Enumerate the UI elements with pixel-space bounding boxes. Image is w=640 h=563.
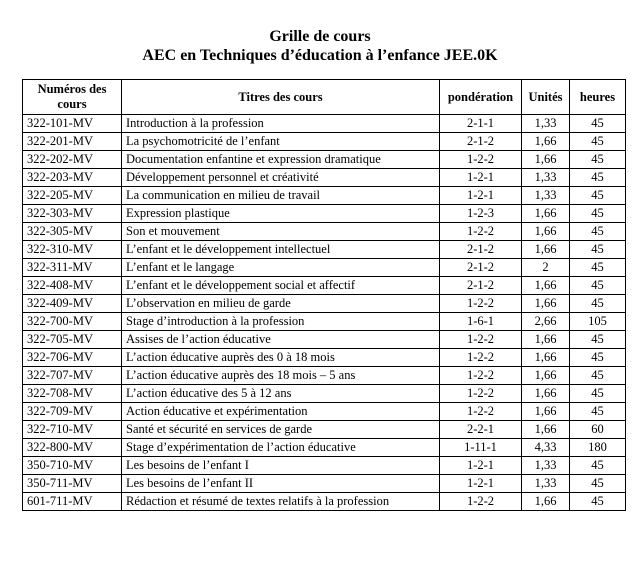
course-code-cell: 350-710-MV	[23, 457, 122, 475]
course-pond-cell: 1-2-2	[440, 295, 522, 313]
table-row	[23, 403, 626, 421]
course-hours-cell: 180	[570, 439, 626, 457]
course-title-cell: Son et mouvement	[122, 223, 440, 241]
course-hours-cell: 45	[570, 367, 626, 385]
course-units-cell: 2	[522, 259, 570, 277]
course-title-cell: Santé et sécurité en services de garde	[122, 421, 440, 439]
course-pond-cell: 2-1-2	[440, 133, 522, 151]
header-pond: pondération	[440, 80, 522, 115]
table-row	[23, 169, 626, 187]
course-title-cell: L’enfant et le développement intellectuel	[122, 241, 440, 259]
course-units-cell: 1,66	[522, 277, 570, 295]
course-hours-cell: 60	[570, 421, 626, 439]
course-hours-cell: 45	[570, 115, 626, 133]
course-code-cell: 322-409-MV	[23, 295, 122, 313]
course-code-cell: 322-202-MV	[23, 151, 122, 169]
table-row	[23, 205, 626, 223]
course-code-cell: 322-710-MV	[23, 421, 122, 439]
course-pond-cell: 1-2-2	[440, 493, 522, 511]
course-title-cell: Assises de l’action éducative	[122, 331, 440, 349]
course-code-cell: 322-303-MV	[23, 205, 122, 223]
course-hours-cell: 45	[570, 349, 626, 367]
course-code-cell: 322-101-MV	[23, 115, 122, 133]
table-row	[23, 241, 626, 259]
course-hours-cell: 45	[570, 277, 626, 295]
course-code-cell: 322-408-MV	[23, 277, 122, 295]
course-pond-cell: 2-1-1	[440, 115, 522, 133]
course-hours-cell: 45	[570, 493, 626, 511]
table-row	[23, 259, 626, 277]
table-row	[23, 421, 626, 439]
course-title-cell: Les besoins de l’enfant I	[122, 457, 440, 475]
course-units-cell: 1,33	[522, 475, 570, 493]
course-pond-cell: 1-11-1	[440, 439, 522, 457]
course-units-cell: 1,33	[522, 169, 570, 187]
course-hours-cell: 105	[570, 313, 626, 331]
header-hours: heures	[570, 80, 626, 115]
course-code-cell: 350-711-MV	[23, 475, 122, 493]
course-pond-cell: 1-2-2	[440, 349, 522, 367]
table-row	[23, 223, 626, 241]
table-row	[23, 493, 626, 511]
course-hours-cell: 45	[570, 133, 626, 151]
course-grid-table	[22, 79, 626, 511]
course-title-cell: L’enfant et le développement social et affectif	[122, 277, 440, 295]
course-pond-cell: 1-2-1	[440, 169, 522, 187]
table-row	[23, 295, 626, 313]
course-title-cell: Les besoins de l’enfant II	[122, 475, 440, 493]
course-units-cell: 4,33	[522, 439, 570, 457]
course-title-cell: Développement personnel et créativité	[122, 169, 440, 187]
header-title: Titres des cours	[122, 80, 440, 115]
course-pond-cell: 2-1-2	[440, 277, 522, 295]
course-hours-cell: 45	[570, 151, 626, 169]
course-title-cell: L’action éducative des 5 à 12 ans	[122, 385, 440, 403]
course-title-cell: Expression plastique	[122, 205, 440, 223]
course-pond-cell: 1-2-3	[440, 205, 522, 223]
course-title-cell: L’action éducative auprès des 0 à 18 mois	[122, 349, 440, 367]
table-row	[23, 151, 626, 169]
course-title-cell: Introduction à la profession	[122, 115, 440, 133]
title-line-1: Grille de cours	[269, 28, 371, 45]
course-title-cell: Documentation enfantine et expression dramatique	[122, 151, 440, 169]
table-row	[23, 187, 626, 205]
course-code-cell: 322-311-MV	[23, 259, 122, 277]
table-row	[23, 115, 626, 133]
table-row	[23, 277, 626, 295]
course-code-cell: 322-700-MV	[23, 313, 122, 331]
course-hours-cell: 45	[570, 457, 626, 475]
course-units-cell: 1,66	[522, 403, 570, 421]
course-pond-cell: 2-1-2	[440, 241, 522, 259]
course-units-cell: 1,66	[522, 223, 570, 241]
course-hours-cell: 45	[570, 403, 626, 421]
course-hours-cell: 45	[570, 223, 626, 241]
course-hours-cell: 45	[570, 259, 626, 277]
course-units-cell: 1,66	[522, 349, 570, 367]
table-header-row	[23, 80, 626, 115]
course-units-cell: 1,66	[522, 367, 570, 385]
table-row	[23, 313, 626, 331]
course-code-cell: 322-706-MV	[23, 349, 122, 367]
course-pond-cell: 1-2-1	[440, 475, 522, 493]
course-pond-cell: 1-2-2	[440, 367, 522, 385]
course-title-cell: Stage d’expérimentation de l’action éducative	[122, 439, 440, 457]
table-row	[23, 385, 626, 403]
table-row	[23, 349, 626, 367]
course-hours-cell: 45	[570, 187, 626, 205]
course-pond-cell: 1-2-2	[440, 331, 522, 349]
course-pond-cell: 1-2-2	[440, 385, 522, 403]
header-code: Numéros des cours	[23, 80, 122, 115]
title-line-2: AEC en Techniques d’éducation à l’enfance JEE.0K	[142, 47, 498, 64]
course-hours-cell: 45	[570, 241, 626, 259]
course-pond-cell: 2-1-2	[440, 259, 522, 277]
course-title-cell: L’observation en milieu de garde	[122, 295, 440, 313]
table-row	[23, 439, 626, 457]
course-pond-cell: 1-2-2	[440, 151, 522, 169]
course-units-cell: 1,66	[522, 241, 570, 259]
course-units-cell: 1,66	[522, 151, 570, 169]
table-row	[23, 331, 626, 349]
course-units-cell: 1,66	[522, 295, 570, 313]
course-pond-cell: 1-2-2	[440, 403, 522, 421]
course-units-cell: 1,66	[522, 385, 570, 403]
course-units-cell: 1,66	[522, 133, 570, 151]
course-code-cell: 322-203-MV	[23, 169, 122, 187]
course-pond-cell: 2-2-1	[440, 421, 522, 439]
course-units-cell: 1,33	[522, 457, 570, 475]
course-title-cell: Action éducative et expérimentation	[122, 403, 440, 421]
course-code-cell: 322-201-MV	[23, 133, 122, 151]
course-units-cell: 1,66	[522, 421, 570, 439]
course-units-cell: 1,66	[522, 205, 570, 223]
course-units-cell: 1,66	[522, 493, 570, 511]
header-units: Unités	[522, 80, 570, 115]
course-title-cell: L’enfant et le langage	[122, 259, 440, 277]
course-pond-cell: 1-6-1	[440, 313, 522, 331]
course-code-cell: 322-205-MV	[23, 187, 122, 205]
course-units-cell: 1,33	[522, 187, 570, 205]
course-code-cell: 601-711-MV	[23, 493, 122, 511]
course-hours-cell: 45	[570, 295, 626, 313]
course-code-cell: 322-708-MV	[23, 385, 122, 403]
course-code-cell: 322-800-MV	[23, 439, 122, 457]
course-units-cell: 1,33	[522, 115, 570, 133]
course-code-cell: 322-310-MV	[23, 241, 122, 259]
course-hours-cell: 45	[570, 331, 626, 349]
table-row	[23, 475, 626, 493]
course-code-cell: 322-709-MV	[23, 403, 122, 421]
course-code-cell: 322-705-MV	[23, 331, 122, 349]
table-row	[23, 133, 626, 151]
course-title-cell: La communication en milieu de travail	[122, 187, 440, 205]
course-pond-cell: 1-2-2	[440, 223, 522, 241]
course-hours-cell: 45	[570, 169, 626, 187]
course-units-cell: 1,66	[522, 331, 570, 349]
course-hours-cell: 45	[570, 205, 626, 223]
course-title-cell: L’action éducative auprès des 18 mois – 5 ans	[122, 367, 440, 385]
course-pond-cell: 1-2-1	[440, 187, 522, 205]
course-code-cell: 322-305-MV	[23, 223, 122, 241]
course-pond-cell: 1-2-1	[440, 457, 522, 475]
table-row	[23, 367, 626, 385]
course-units-cell: 2,66	[522, 313, 570, 331]
course-hours-cell: 45	[570, 475, 626, 493]
course-hours-cell: 45	[570, 385, 626, 403]
course-title-cell: Stage d’introduction à la profession	[122, 313, 440, 331]
course-title-cell: La psychomotricité de l’enfant	[122, 133, 440, 151]
table-row	[23, 457, 626, 475]
course-code-cell: 322-707-MV	[23, 367, 122, 385]
document-title	[0, 27, 640, 65]
course-title-cell: Rédaction et résumé de textes relatifs à la profession	[122, 493, 440, 511]
table-body	[23, 115, 626, 511]
